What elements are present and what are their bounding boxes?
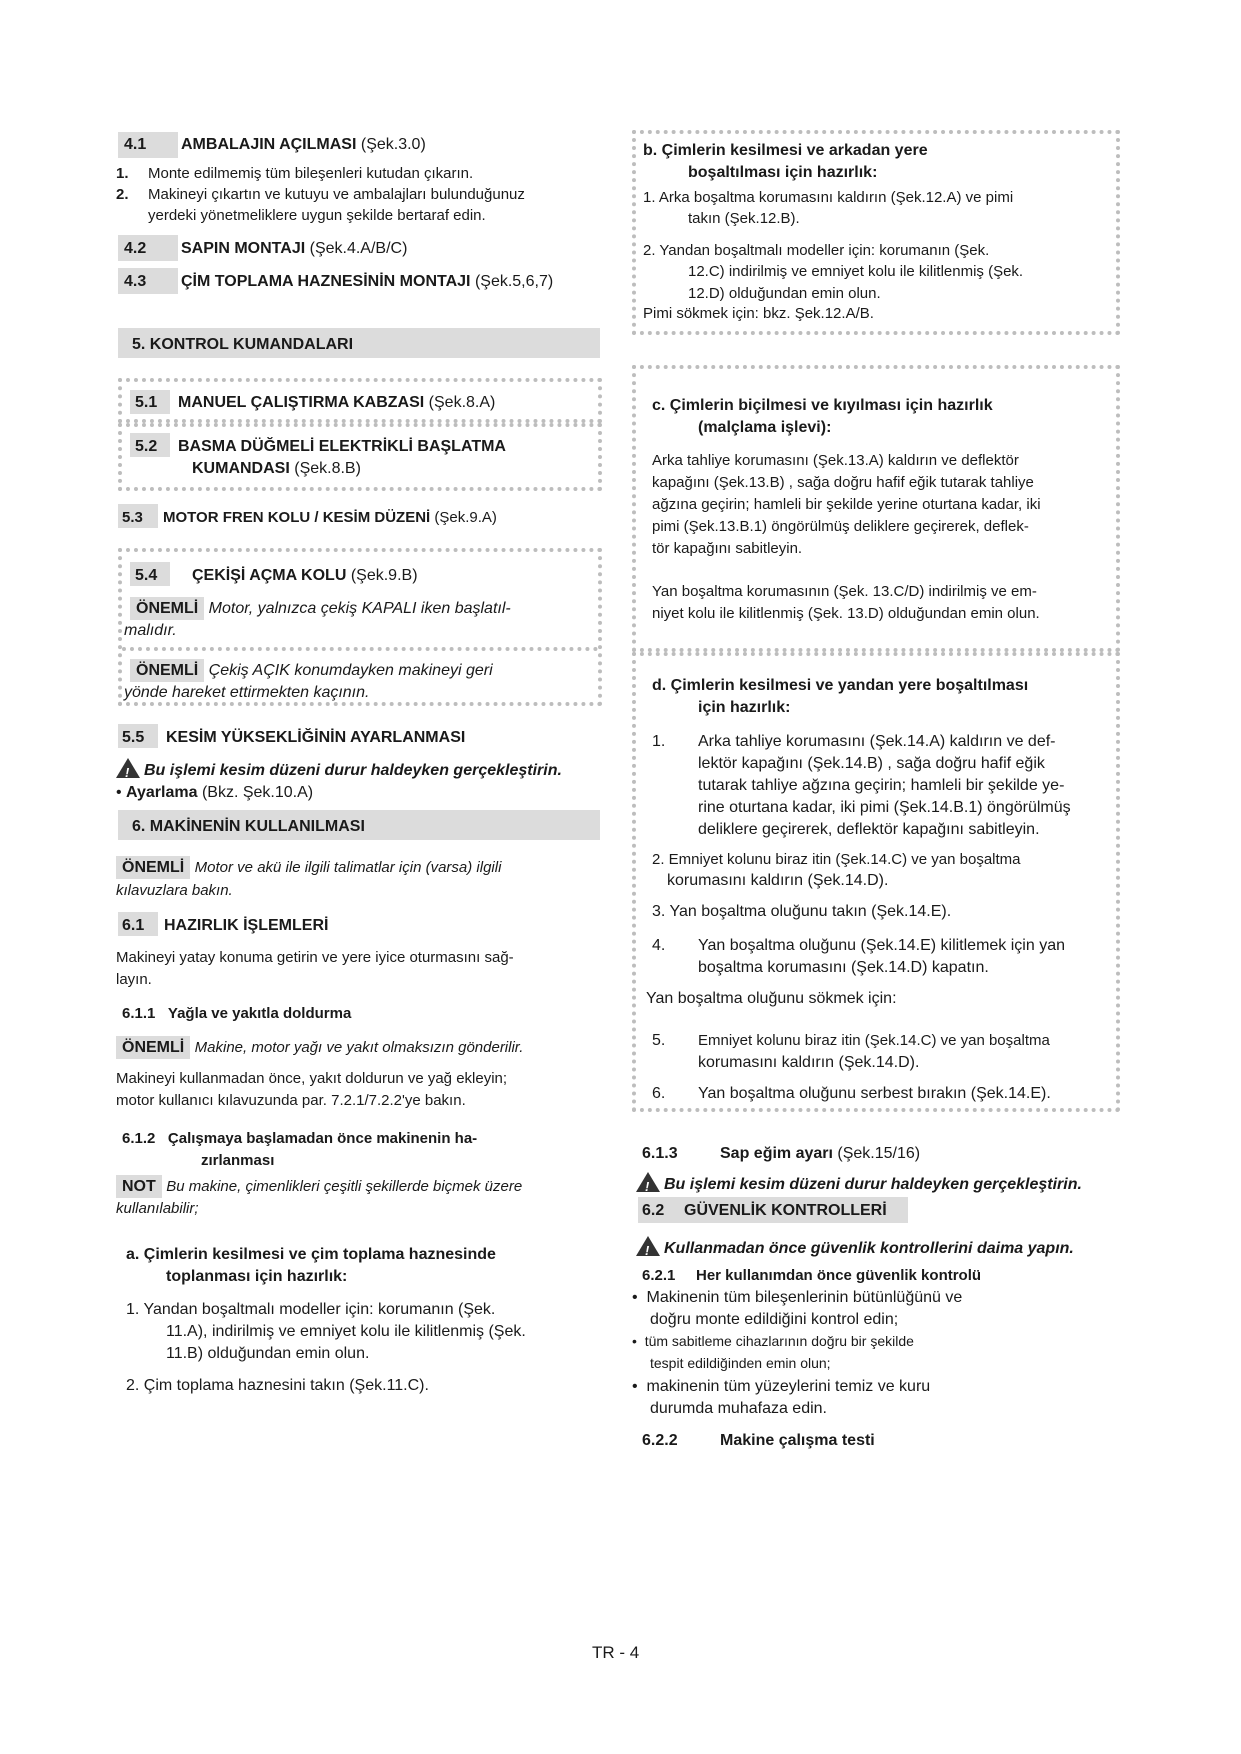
paragraph-line: Yan boşaltma oluğunu sökmek için:	[646, 990, 897, 1007]
list-item: deliklere geçirerek, deflektör kapağını sabitleyin.	[698, 821, 1040, 838]
list-item: 2. Çim toplama haznesini takın (Şek.11.C).	[126, 1377, 429, 1394]
section-4-1-title: AMBALAJIN AÇILMASI	[181, 136, 357, 153]
important-note-cont: yönde hareket ettirmekten kaçının.	[124, 684, 370, 701]
paragraph-line: kapağını (Şek.13.B) , sağa doğru hafif eğik tutarak tahliye	[652, 474, 1034, 491]
list-number: 5.	[652, 1032, 666, 1049]
warning-icon	[116, 758, 140, 778]
section-5-5-title: KESİM YÜKSEKLİĞİNİN AYARLANMASI	[166, 729, 466, 746]
note-cont: kullanılabilir;	[116, 1200, 199, 1217]
paragraph-line: layın.	[116, 971, 152, 988]
section-5-5-number: 5.5	[122, 729, 145, 746]
subsection-b-title: b. Çimlerin kesilmesi ve arkadan yere	[643, 142, 928, 159]
note: NOT Bu makine, çimenlikleri çeşitli şekillerde biçmek üzere	[116, 1175, 522, 1198]
section-4-2-number: 4.2	[124, 240, 147, 257]
chapter-6-title: 6. MAKİNENİN KULLANILMASI	[132, 818, 365, 835]
section-5-2-heading2: KUMANDASI (Şek.8.B)	[192, 460, 361, 477]
important-note: ÖNEMLİ Çekiş AÇIK konumdayken makineyi geri	[130, 659, 493, 682]
section-5-3-heading: MOTOR FREN KOLU / KESİM DÜZENİ (Şek.9.A)	[163, 509, 497, 526]
section-5-4-number: 5.4	[135, 567, 158, 584]
subsection-b-title2: boşaltılması için hazırlık:	[688, 164, 878, 181]
list-item: 11.B) olduğundan emin olun.	[166, 1345, 370, 1362]
section-6-1-2-heading2: zırlanması	[201, 1152, 275, 1169]
list-item: yerdeki yönetmeliklere uygun şekilde bertaraf edin.	[148, 207, 486, 224]
list-item: 1. Yandan boşaltmalı modeller için: korumanın (Şek.	[126, 1301, 496, 1318]
bullet-item-cont: doğru monte edildiğini kontrol edin;	[650, 1311, 899, 1328]
section-6-1-number: 6.1	[122, 917, 145, 934]
warning-line: !Kullanmadan önce güvenlik kontrollerini daima yapın.	[636, 1236, 1074, 1259]
dotted-frame	[118, 423, 602, 491]
subsection-a-title2: toplanması için hazırlık:	[166, 1268, 348, 1285]
important-note: ÖNEMLİ Motor, yalnızca çekiş KAPALI iken başlatıl-	[130, 597, 511, 620]
list-item: Pimi sökmek için: bkz. Şek.12.A/B.	[643, 305, 874, 322]
warning-icon	[636, 1172, 660, 1192]
bullet-item: • Ayarlama (Bkz. Şek.10.A)	[116, 784, 314, 801]
list-item: 11.A), indirilmiş ve emniyet kolu ile kilitlenmiş (Şek.	[166, 1323, 526, 1340]
section-6-2-heading: 6.2 GÜVENLİK KONTROLLERİ	[642, 1202, 887, 1219]
list-item: 1. Monte edilmemiş tüm bileşenleri kutudan çıkarın.	[116, 165, 474, 182]
page-number: TR - 4	[592, 1643, 640, 1662]
section-6-1-title: HAZIRLIK İŞLEMLERİ	[164, 917, 329, 934]
warning-line: !Bu işlemi kesim düzeni durur haldeyken gerçekleştirin.	[636, 1172, 1082, 1195]
list-item: 2. Makineyi çıkartın ve kutuyu ve ambalajları bulunduğunuz	[116, 186, 525, 203]
important-note-cont: malıdır.	[124, 622, 177, 639]
warning-line: !Bu işlemi kesim düzeni durur haldeyken gerçekleştirin.	[116, 758, 562, 781]
paragraph-line: ağzına geçirin; hamleli bir şekilde yerine oturtana kadar, iki	[652, 496, 1041, 513]
list-item: Yan boşaltma oluğunu serbest bırakın (Şek.14.E).	[698, 1085, 1051, 1102]
section-5-3-number: 5.3	[122, 509, 143, 526]
section-4-1-heading	[181, 134, 426, 155]
section-5-4-heading: ÇEKİŞİ AÇMA KOLU (Şek.9.B)	[192, 567, 418, 584]
chapter-5-title: 5. KONTROL KUMANDALARI	[132, 336, 354, 353]
list-item: 2. Emniyet kolunu biraz itin (Şek.14.C) ve yan boşaltma	[652, 851, 1021, 868]
dotted-divider	[122, 647, 598, 651]
list-item: Emniyet kolunu biraz itin (Şek.14.C) ve yan boşaltma	[698, 1032, 1050, 1049]
warning-icon	[636, 1236, 660, 1256]
important-note-cont: kılavuzlara bakın.	[116, 882, 233, 899]
list-item: 2. Yandan boşaltmalı modeller için: korumanın (Şek.	[643, 242, 990, 259]
paragraph-line: motor kullanıcı kılavuzunda par. 7.2.1/7.2.2'ye bakın.	[116, 1092, 466, 1109]
important-note: ÖNEMLİ Makine, motor yağı ve yakıt olmaksızın gönderilir.	[116, 1036, 523, 1059]
list-number: 4.	[652, 937, 666, 954]
section-5-1-number: 5.1	[135, 394, 158, 411]
subsection-a-title: a. Çimlerin kesilmesi ve çim toplama haznesinde	[126, 1246, 496, 1263]
list-item: boşaltma korumasını (Şek.14.D) kapatın.	[698, 959, 989, 976]
list-item: 12.C) indirilmiş ve emniyet kolu ile kilitlenmiş (Şek.	[688, 263, 1024, 280]
bullet-item: • tüm sabitleme cihazlarının doğru bir şekilde	[632, 1333, 914, 1349]
paragraph-line: Makineyi kullanmadan önce, yakıt doldurun ve yağ ekleyin;	[116, 1070, 508, 1087]
list-item: tutarak tahliye ağzına geçirin; hamleli bir şekilde ye-	[698, 777, 1065, 794]
section-4-2-heading: SAPIN MONTAJI (Şek.4.A/B/C)	[181, 240, 408, 257]
subsection-c-title: c. Çimlerin biçilmesi ve kıyılması için hazırlık	[652, 397, 993, 414]
paragraph-line: Yan boşaltma korumasının (Şek. 13.C/D) indirilmiş ve em-	[652, 583, 1037, 600]
section-6-1-2-heading: 6.1.2 Çalışmaya başlamadan önce makinenin ha-	[122, 1130, 478, 1147]
section-6-2-2-heading: 6.2.2 Makine çalışma testi	[642, 1432, 875, 1449]
section-4-3-number: 4.3	[124, 273, 147, 290]
list-item: Yan boşaltma oluğunu (Şek.14.E) kilitlemek için yan	[698, 937, 1065, 954]
paragraph-line: pimi (Şek.13.B.1) öngörülmüş deliklere geçirerek, deflek-	[652, 518, 1029, 535]
section-5-2-title: BASMA DÜĞMELİ ELEKTRİKLİ BAŞLATMA	[178, 438, 506, 455]
subsection-c-title2: (malçlama işlevi):	[698, 419, 832, 436]
list-item: Arka tahliye korumasını (Şek.14.A) kaldırın ve def-	[698, 733, 1056, 750]
list-number: 6.	[652, 1085, 666, 1102]
paragraph-line: tör kapağını sabitleyin.	[652, 540, 803, 557]
list-item: 1. Arka boşaltma korumasını kaldırın (Şek.12.A) ve pimi	[643, 189, 1014, 206]
paragraph-line: Makineyi yatay konuma getirin ve yere iyice oturmasını sağ-	[116, 949, 514, 966]
list-item: 12.D) olduğundan emin olun.	[688, 285, 881, 302]
bullet-item-cont: durumda muhafaza edin.	[650, 1400, 827, 1417]
section-5-2-number: 5.2	[135, 438, 158, 455]
list-item: 3. Yan boşaltma oluğunu takın (Şek.14.E).	[652, 903, 952, 920]
paragraph-line: niyet kolu ile kilitlenmiş (Şek. 13.D) olduğundan emin olun.	[652, 605, 1040, 622]
bullet-item: • makinenin tüm yüzeylerini temiz ve kuru	[632, 1378, 931, 1395]
section-6-2-1-heading: 6.2.1 Her kullanımdan önce güvenlik kontrolü	[642, 1267, 982, 1284]
list-item: korumasını kaldırın (Şek.14.D).	[667, 872, 889, 889]
list-item: korumasını kaldırın (Şek.14.D).	[698, 1054, 920, 1071]
section-5-1-heading: MANUEL ÇALIŞTIRMA KABZASI (Şek.8.A)	[178, 394, 496, 411]
subsection-d-title2: için hazırlık:	[698, 699, 791, 716]
important-note: ÖNEMLİ Motor ve akü ile ilgili talimatlar için (varsa) ilgili	[116, 856, 501, 879]
section-4-3-heading: ÇİM TOPLAMA HAZNESİNİN MONTAJI (Şek.5,6,7)	[181, 273, 554, 290]
subsection-d-title: d. Çimlerin kesilmesi ve yandan yere boşaltılması	[652, 677, 1029, 694]
list-item: lektör kapağını (Şek.14.B) , sağa doğru hafif eğik	[698, 755, 1045, 772]
list-item: takın (Şek.12.B).	[688, 210, 800, 227]
section-4-1-ref: (Şek.3.0)	[360, 136, 426, 153]
bullet-item: • Makinenin tüm bileşenlerinin bütünlüğünü ve	[632, 1289, 963, 1306]
section-6-1-3-heading: 6.1.3 Sap eğim ayarı (Şek.15/16)	[642, 1145, 921, 1162]
list-number: 1.	[652, 733, 666, 750]
paragraph-line: Arka tahliye korumasını (Şek.13.A) kaldırın ve deflektör	[652, 452, 1019, 469]
bullet-item-cont: tespit edildiğinden emin olun;	[650, 1355, 831, 1371]
list-item: rine oturtana kadar, iki pimi (Şek.14.B.1) öngörülmüş	[698, 799, 1071, 816]
section-4-1-number: 4.1	[124, 136, 147, 153]
section-6-1-1-heading: 6.1.1 Yağla ve yakıtla doldurma	[122, 1005, 352, 1022]
